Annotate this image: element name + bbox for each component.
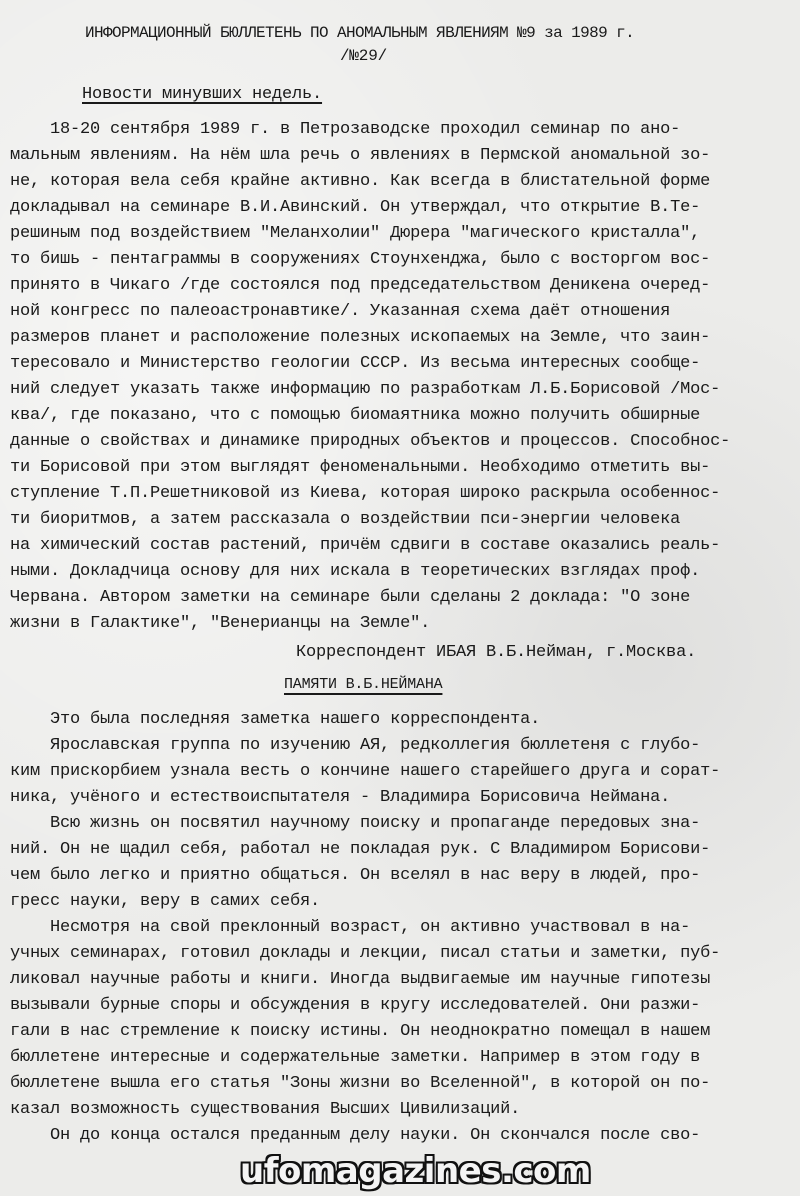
- text-line: Он до конца остался преданным делу науки. Он скончался после сво-: [10, 1126, 701, 1145]
- text-line: ти биоритмов, а затем рассказала о воздействии пси-энергии человека: [10, 510, 681, 529]
- text-line: то бишь - пентаграммы в сооружениях Стоунхенджа, было с восторгом вос-: [10, 250, 711, 269]
- text-line: 18-20 сентября 1989 г. в Петрозаводске проходил семинар по ано-: [10, 120, 681, 139]
- text-line: Всю жизнь он посвятил научному поиску и пропаганде передовых зна-: [10, 814, 701, 833]
- text-line: докладывал на семинаре В.И.Авинский. Он утверждал, что открытие В.Те-: [10, 198, 701, 217]
- text-line: гресс науки, веру в самих себя.: [10, 892, 321, 911]
- text-line: ника, учёного и естествоиспытателя - Владимира Борисовича Неймана.: [10, 788, 671, 807]
- text-line: мальным явлениям. На нём шла речь о явлениях в Пермской аномальной зо-: [10, 146, 711, 165]
- text-line: Это была последняя заметка нашего корреспондента.: [10, 710, 541, 729]
- text-line: ким прискорбием узнала весть о кончине нашего старейшего друга и сорат-: [10, 762, 721, 781]
- text-line: ква/, где показано, что с помощью биомаятника можно получить обширные: [10, 406, 701, 425]
- text-line: гали в нас стремление к поиску истины. Он неоднократно помещал в нашем: [10, 1022, 711, 1041]
- text-line: учных семинарах, готовил доклады и лекции, писал статьи и заметки, пуб-: [10, 944, 721, 963]
- text-line: не, которая вела себя крайне активно. Как всегда в блистательной форме: [10, 172, 711, 191]
- text-line: ний. Он не щадил себя, работал не покладая рук. С Владимиром Борисови-: [10, 840, 711, 859]
- text-line: ными. Докладчица основу для них искала в теоретических взглядах проф.: [10, 562, 701, 581]
- text-line: жизни в Галактике", "Венерианцы на Земле".: [10, 614, 431, 633]
- watermark: ufomagazines.com: [240, 1151, 591, 1191]
- text-line: размеров планет и расположение полезных ископаемых на Земле, что заин-: [10, 328, 711, 347]
- text-line: тересовало и Министерство геологии СССР. Из весьма интересных сообще-: [10, 354, 701, 373]
- text-line: принято в Чикаго /где состоялся под председательством Деникена очеред-: [10, 276, 711, 295]
- bulletin-title: ИНФОРМАЦИОННЫЙ БЮЛЛЕТЕНЬ ПО АНОМАЛЬНЫМ ЯВЛЕНИЯМ №9 за 1989 г.: [85, 24, 635, 42]
- text-line: Несмотря на свой преклонный возраст, он активно участвовал в на-: [10, 918, 691, 937]
- text-line: бюллетене вышла его статья "Зоны жизни во Вселенной", в которой он по-: [10, 1074, 711, 1093]
- text-line: вызывали бурные споры и обсуждения в кругу исследователей. Они разжи-: [10, 996, 701, 1015]
- text-line: ти Борисовой при этом выглядят феноменальными. Необходимо отметить вы-: [10, 458, 711, 477]
- text-line: на химический состав растений, причём сдвиги в составе оказались реаль-: [10, 536, 721, 555]
- text-line: данные о свойствах и динамике природных объектов и процессов. Способнос-: [10, 432, 731, 451]
- issue-number: /№29/: [340, 47, 388, 65]
- correspondent-signature: Корреспондент ИБАЯ В.Б.Нейман, г.Москва.: [296, 643, 697, 662]
- text-line: решиным под воздействием "Меланхолии" Дюрера "магического кристалла",: [10, 224, 701, 243]
- text-line: бюллетене интересные и содержательные заметки. Например в этом году в: [10, 1048, 701, 1067]
- text-line: Ярославская группа по изучению АЯ, редколлегия бюллетеня с глубо-: [10, 736, 701, 755]
- text-line: ступление Т.П.Решетниковой из Киева, которая широко раскрыла особеннос-: [10, 484, 721, 503]
- text-line: ликовал научные работы и книги. Иногда выдвигаемые им научные гипотезы: [10, 970, 711, 989]
- text-line: ной конгресс по палеоастронавтике/. Указанная схема даёт отношения: [10, 302, 671, 321]
- text-line: казал возможность существования Высших Цивилизаций.: [10, 1100, 521, 1119]
- section-heading-news: Новости минувших недель.: [82, 85, 323, 104]
- section-heading-memorial: ПАМЯТИ В.Б.НЕЙМАНА: [284, 676, 443, 693]
- text-line: Червана. Автором заметки на семинаре были сделаны 2 доклада: "О зоне: [10, 588, 691, 607]
- text-line: ний следует указать также информацию по разработкам Л.Б.Борисовой /Мос-: [10, 380, 721, 399]
- text-line: чем было легко и приятно общаться. Он вселял в нас веру в людей, про-: [10, 866, 701, 885]
